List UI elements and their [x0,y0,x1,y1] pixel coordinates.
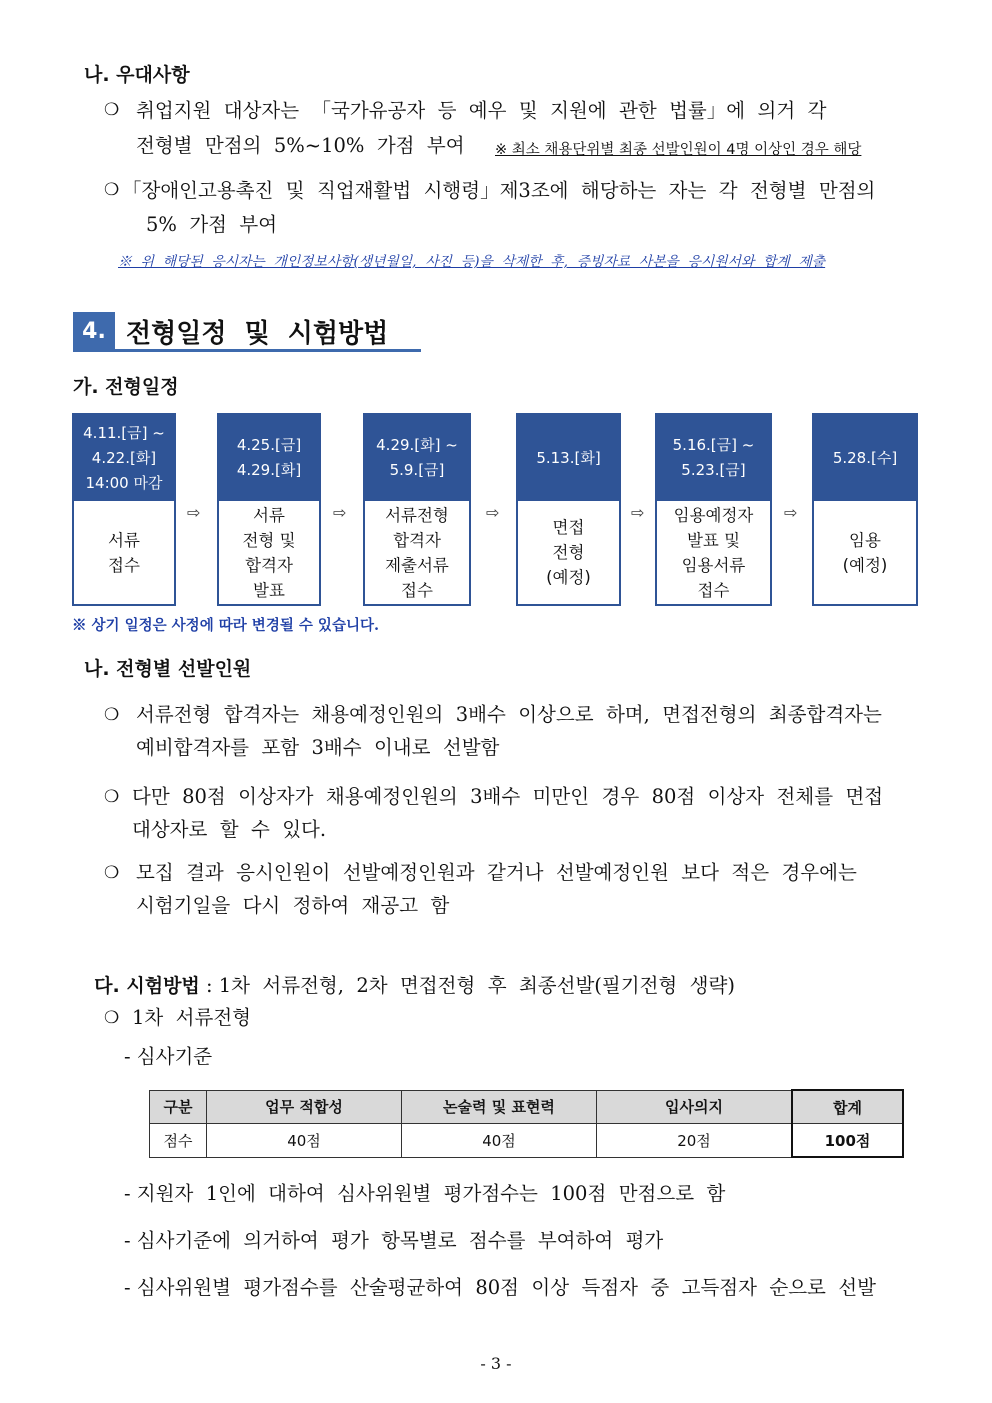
schedule-step-label: 임용 (예정) [842,530,888,575]
page-number: - 3 - [480,1354,512,1373]
preference-item1-note: ※ 최소 채용단위별 최종 선발인원이 4명 이상인 경우 해당 [495,142,862,158]
schedule-step-label: 임용예정자 발표 및 임용서류 접수 [673,505,754,600]
schedule-note: ※ 상기 일정은 사정에 따라 변경될 수 있습니다. [72,617,380,634]
schedule-step-date: 5.28.[수] [814,415,916,501]
selection-item3-line1: 모집 결과 응시인원이 선발예정인원과 같거나 선발예정인원 보다 적은 경우에는 [136,861,857,884]
schedule-step-date: 5.13.[화] [518,415,619,501]
bullet-icon: ❍ [104,787,120,807]
bullet-icon: ❍ [104,863,120,883]
table-header-cell: 업무 적합성 [207,1090,402,1124]
table-header-cell: 입사의지 [597,1090,793,1124]
method-dash2: - 심사기준에 의거하여 평가 항목별로 점수를 부여하여 평가 [124,1229,664,1252]
preference-item2-line2: 5% 가점 부여 [146,213,278,236]
preference-item1-line1: 취업지원 대상자는 「국가유공자 등 예우 및 지원에 관한 법률」에 의거 각 [136,99,827,122]
schedule-step-5 [655,413,772,606]
section-title: 전형일정 및 시험방법 [126,319,389,349]
schedule-step-label: 서류 전형 및 합격자 발표 [242,505,296,600]
selection-item2-line2: 대상자로 할 수 있다. [132,818,327,841]
schedule-step-6 [812,413,918,606]
table-cell: 100점 [792,1124,903,1158]
selection-item1-line2: 예비합격자를 포함 3배수 이내로 선발함 [136,736,500,759]
preference-remark: ※ 위 해당된 응시자는 개인정보사항(생년월일, 사진 등)을 삭제한 후, 증빙자료 사본을 응시원서와 합계 제출 [118,254,826,270]
table-cell: 40점 [402,1124,597,1158]
arrow-right-icon: ⇨ [333,503,347,522]
arrow-right-icon: ⇨ [187,503,201,522]
arrow-right-icon: ⇨ [784,503,798,522]
method-dash1: - 지원자 1인에 대하여 심사위원별 평가점수는 100점 만점으로 함 [124,1182,726,1205]
schedule-step-date: 5.16.[금] ~ 5.23.[금] [657,415,770,501]
bullet-icon: ❍ [104,100,120,120]
table-header-cell: 구분 [150,1090,207,1124]
schedule-step-3 [363,413,471,606]
method-heading-line [84,950,735,1003]
table-cell: 40점 [207,1124,402,1158]
method-sub1: 1차 서류전형 [132,1006,251,1029]
preference-item2-line1: 「장애인고용촉진 및 직업재활법 시행령」제3조에 해당하는 자는 각 전형별 만점의 [122,179,876,202]
section-underline [73,349,421,352]
selection-item3-line2: 시험기일을 다시 정하여 재공고 함 [136,894,450,917]
table-cell: 20점 [597,1124,793,1158]
schedule-heading: 가. 전형일정 [73,376,179,398]
section-number-badge: 4. [73,312,115,352]
schedule-step-label: 서류전형 합격자 제출서류 접수 [385,505,449,600]
selection-item2-line1: 다만 80점 이상자가 채용예정인원의 3배수 미만인 경우 80점 이상자 전체를 면접 [132,785,884,808]
table-header-cell: 합계 [792,1090,903,1124]
arrow-right-icon: ⇨ [631,503,645,522]
selection-item1-line1: 서류전형 합격자는 채용예정인원의 3배수 이상으로 하며, 면접전형의 최종합격자는 [136,703,882,726]
table-header-cell: 논술력 및 표현력 [402,1090,597,1124]
method-heading: 다. 시험방법 [94,975,200,997]
table-header-row [150,1090,904,1124]
selection-heading: 나. 전형별 선발인원 [84,658,252,680]
criteria-table [149,1089,904,1158]
bullet-icon: ❍ [104,180,120,200]
schedule-step-label: 면접 전형 (예정) [546,518,591,587]
preference-heading: 나. 우대사항 [84,64,190,86]
preference-item1-line2: 전형별 만점의 5%~10% 가점 부여 [136,134,465,157]
schedule-step-4 [516,413,621,606]
schedule-step-1 [72,413,176,606]
arrow-right-icon: ⇨ [486,503,500,522]
schedule-step-date: 4.29.[화] ~ 5.9.[금] [365,415,469,501]
schedule-step-date: 4.11.[금] ~ 4.22.[화] 14:00 마감 [74,415,174,501]
schedule-step-2 [217,413,321,606]
method-heading-rest: : 1차 서류전형, 2차 면접전형 후 최종선발(필기전형 생략) [199,974,735,997]
schedule-step-date: 4.25.[금] 4.29.[화] [219,415,319,501]
method-dash3: - 심사위원별 평가점수를 산술평균하여 80점 이상 득점자 중 고득점자 순으로 선발 [124,1276,876,1299]
table-cell: 점수 [150,1124,207,1158]
bullet-icon: ❍ [104,705,120,725]
schedule-step-label: 서류 접수 [108,530,140,575]
table-row [150,1124,904,1158]
bullet-icon: ❍ [104,1008,120,1028]
method-criteria: - 심사기준 [124,1045,213,1068]
